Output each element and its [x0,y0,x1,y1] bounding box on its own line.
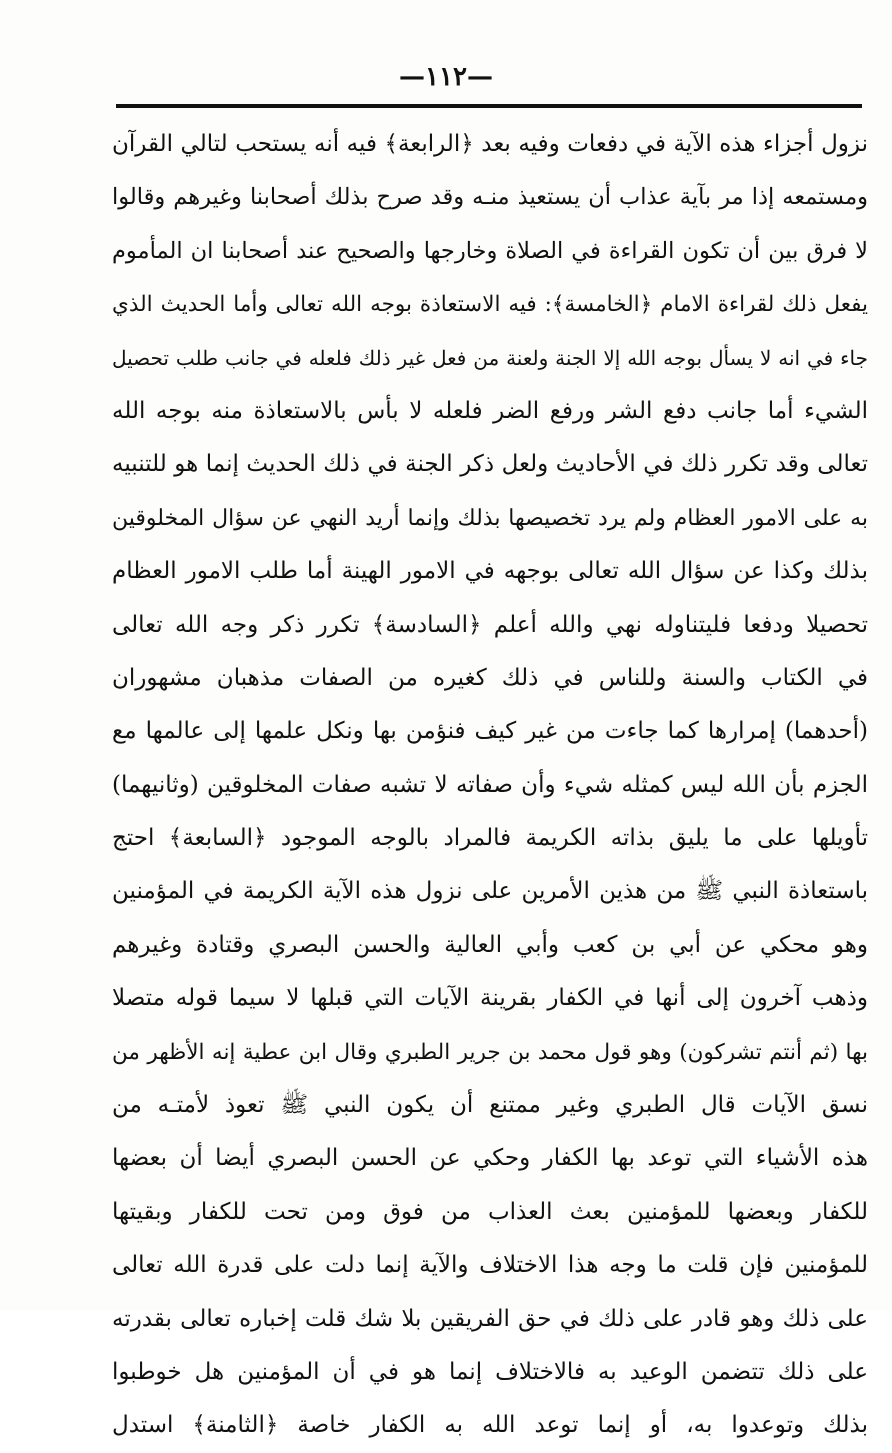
text-line: وذهب آخرون إلى أنها في الكفار بقرينة الآيات التي قبلها لا سيما قوله متصلا [112,985,868,1012]
body-text [112,118,868,1453]
text-line: بذلك وكذا عن سؤال الله تعالى بوجهه في الامور الهينة أما طلب الامور العظام [112,558,868,585]
text-line: باستعاذة النبي ﷺ من هذين الأمرين على نزول هذه الآية الكريمة في المؤمنين [112,878,868,905]
text-line: بذلك وتوعدوا به، أو إنما توعد الله به الكفار خاصة ﴿الثامنة﴾ استدل [112,1412,868,1439]
text-line: وهو محكي عن أبي بن كعب وأبي العالية والحسن البصري وقتادة وغيرهم [112,931,868,958]
text-line: نزول أجزاء هذه الآية في دفعات وفيه بعد ﴿الرابعة﴾ فيه أنه يستحب لتالي القرآن [112,131,868,157]
header-rule [116,104,862,108]
text-line: الشيء أما جانب دفع الشر ورفع الضر فلعله لا بأس بالاستعاذة منه بوجه الله [112,397,868,424]
text-line: ومستمعه إذا مر بآية عذاب أن يستعيذ منـه وقد صرح بذلك أصحابنا وغيرهم وقالوا [112,184,868,211]
text-line: به على الامور العظام ولم يرد تخصيصها بذلك وإنما أريد النهي عن سؤال المخلوقين [112,505,868,531]
text-line: على ذلك وهو قادر على ذلك في حق الفريقين بلا شك قلت إخباره تعالى بقدرته [112,1305,868,1332]
text-line: الجزم بأن الله ليس كمثله شيء وأن صفاته لا تشبه صفات المخلوقين (وثانيهما) [112,771,868,798]
text-line: نسق الآيات قال الطبري وغير ممتنع أن يكون النبي ﷺ تعوذ لأمتـه من [112,1092,868,1119]
text-line: تأويلها على ما يليق بذاته الكريمة فالمراد بالوجه الموجود ﴿السابعة﴾ احتج [112,825,868,852]
page-number: —١١٢— [399,62,493,92]
text-line: جاء في انه لا يسأل بوجه الله إلا الجنة ولعنة من فعل غير ذلك فلعله في جانب طلب تحصيل [112,345,868,370]
text-line: في الكتاب والسنة وللناس في ذلك كغيره من الصفات مذهبان مشهوران [112,664,868,691]
text-line: هذه الأشياء التي توعد بها الكفار وحكي عن الحسن البصري أيضا أن بعضها [112,1145,868,1172]
text-line: (أحدهما) إمرارها كما جاءت من غير كيف فنؤمن بها ونكل علمها إلى عالمها مع [112,718,868,745]
text-line: تعالى وقد تكرر ذلك في الأحاديث ولعل ذكر الجنة في ذلك الحديث إنما هو للتنبيه [112,451,868,478]
text-line: تحصيلا ودفعا فليتناوله نهي والله أعلم ﴿السادسة﴾ تكرر ذكر وجه الله تعالى [112,611,868,638]
text-line: على ذلك تتضمن الوعيد به فالاختلاف إنما هو في أن المؤمنين هل خوطبوا [112,1358,868,1385]
text-line: للمؤمنين فإن قلت ما وجه هذا الاختلاف والآية إنما دلت على قدرة الله تعالى [112,1252,868,1279]
text-line: بها (ثم أنتم تشركون) وهو قول محمد بن جرير الطبري وقال ابن عطية إنه الأظهر من [112,1039,868,1065]
text-line: لا فرق بين أن تكون القراءة في الصلاة وخارجها والصحيح عند أصحابنا ان المأموم [112,237,868,264]
text-line: يفعل ذلك لقراءة الامام ﴿الخامسة﴾: فيه الاستعاذة بوجه الله تعالى وأما الحديث الذي [112,292,868,318]
text-line: للكفار وبعضها للمؤمنين بعث العذاب من فوق ومن تحت للكفار وبقيتها [112,1198,868,1225]
